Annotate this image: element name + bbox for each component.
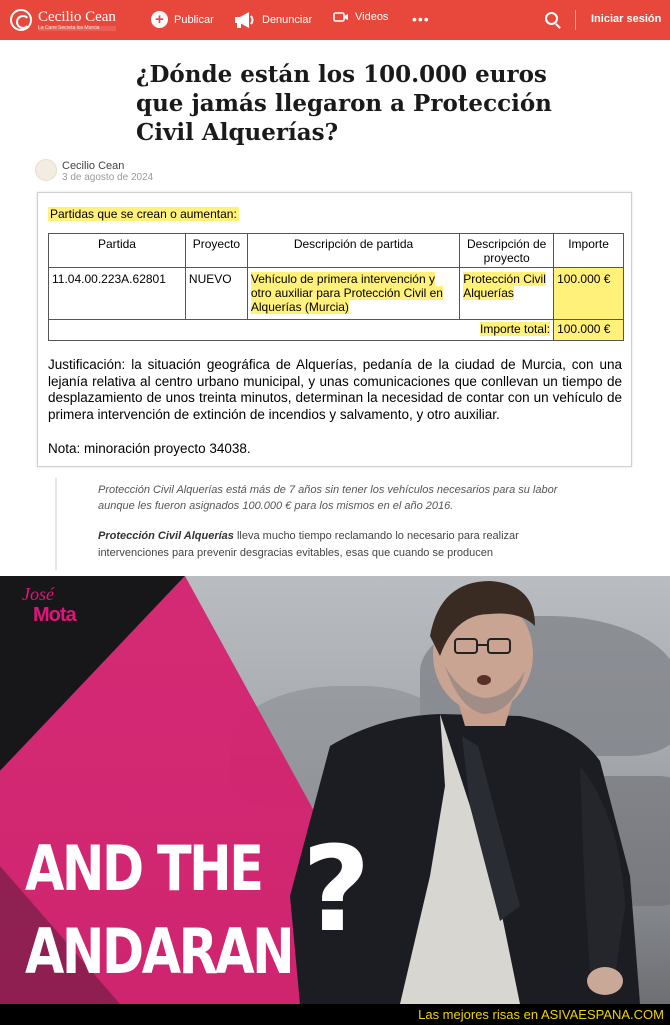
paragraph-bold-lead: Protección Civil Alquerías <box>98 530 234 542</box>
total-label: Importe total: <box>480 322 551 336</box>
brand-name: Cecilio Cean <box>38 8 116 25</box>
report-button[interactable] <box>234 11 312 29</box>
highlighted-text: Protección Civil Alquerías <box>463 272 546 300</box>
article-title: ¿Dónde están los 100.000 euros que jamás llegaron a Protección Civil Alquerías? <box>136 61 552 146</box>
cell-partida: 11.04.00.223A.62801 <box>49 268 186 320</box>
report-label: Denunciar <box>262 14 313 26</box>
more-menu-icon[interactable]: ••• <box>412 11 430 27</box>
total-row <box>49 320 624 341</box>
login-button[interactable]: Iniciar sesión <box>591 13 662 25</box>
video-camera-icon <box>333 11 349 23</box>
brand-logo-icon <box>10 9 32 31</box>
cell-descripcion-partida <box>247 268 459 320</box>
total-value: 100.000 € <box>554 320 624 341</box>
highlighted-text: Vehículo de primera intervención y otro auxiliar para Protección Civil en Alquerías (Murcia) <box>250 272 443 314</box>
column-header: Descripción de proyecto <box>460 234 554 268</box>
watermark-text: Las mejores risas en ASIVAESPANA.COM <box>418 1007 664 1022</box>
plus-circle-icon: + <box>151 11 168 28</box>
brand-tagline: La Cami Secreta los Murcia <box>38 26 116 31</box>
search-icon[interactable] <box>545 12 558 25</box>
table-header-row <box>49 234 624 268</box>
nav-divider <box>575 10 576 30</box>
table-row <box>49 268 624 320</box>
publish-button[interactable] <box>151 11 214 28</box>
author-name[interactable]: Cecilio Cean <box>62 160 125 172</box>
note-text: Nota: minoración proyecto 34038. <box>48 441 251 456</box>
cell-importe: 100.000 € <box>554 268 624 320</box>
column-header: Descripción de partida <box>247 234 459 268</box>
justification-text: Justificación: la situación geográfica de Alquerías, pedanía de la ciudad de Murcia, con una lejanía relativa al centro urbano municipal, y unas comunicaciones que conllevan un tiempo de desplazamiento de unos treinta minutos, determinan la necesidad de contar con un vehículo de primera intervención de extinción de incendios y salvamento, y otro auxiliar. <box>48 357 622 422</box>
megaphone-icon <box>234 11 256 29</box>
budget-document-image <box>37 192 632 467</box>
total-label-cell <box>49 320 554 341</box>
meme-caption-line1: AND THE <box>25 832 262 905</box>
top-nav-bar <box>0 0 670 40</box>
jose-mota-logo-top: José <box>22 584 54 604</box>
publish-date: 3 de agosto de 2024 <box>62 172 154 183</box>
budget-table <box>48 233 624 341</box>
column-header: Proyecto <box>185 234 247 268</box>
jose-mota-logo-bottom: Mota <box>33 604 76 626</box>
document-heading: Partidas que se crean o aumentan: <box>50 207 237 221</box>
blockquote-text: Protección Civil Alquerías está más de 7 años sin tener los vehículos necesarios para su labor aunque les fueron asignados 100.000 € para los mismos en el año 2016. <box>98 484 558 512</box>
cell-proyecto: NUEVO <box>185 268 247 320</box>
publish-label: Publicar <box>174 13 214 26</box>
meme-image <box>0 576 670 1004</box>
videos-button[interactable] <box>333 11 388 23</box>
column-header: Importe <box>554 234 624 268</box>
question-mark: ? <box>302 820 371 958</box>
paragraph-text: lleva mucho tiempo reclamando lo necesario para realizar intervenciones para prevenir desgracias evitables, esas que cuando se producen <box>98 530 519 559</box>
watermark-footer <box>0 1004 670 1025</box>
author-avatar[interactable] <box>35 159 57 181</box>
quote-border <box>55 478 57 570</box>
cell-descripcion-proyecto <box>460 268 554 320</box>
videos-label: Videos <box>355 11 389 23</box>
meme-caption-line2: ANDARAN <box>25 915 293 988</box>
body-paragraph <box>98 528 568 562</box>
brand-text <box>38 10 116 31</box>
column-header: Partida <box>49 234 186 268</box>
brand-logo-link[interactable] <box>10 9 116 31</box>
